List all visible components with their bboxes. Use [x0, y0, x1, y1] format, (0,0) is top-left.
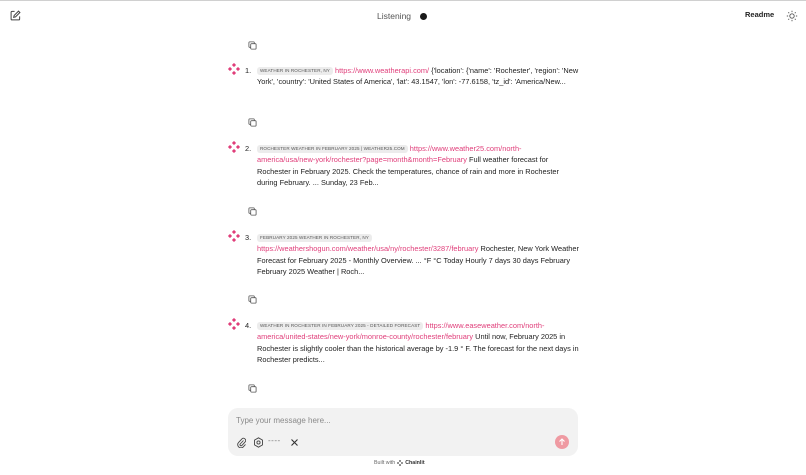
- snippet-text: Full weather forecast for Rochester in February 2025. Check the temperatures, chance of rain and more in Rochester during February. ... Sunday, 23 Feb...: [257, 155, 559, 187]
- listening-status: [377, 10, 427, 22]
- list-number: 1.: [245, 66, 252, 75]
- copy-icon[interactable]: [248, 114, 258, 124]
- copy-icon[interactable]: [248, 203, 258, 213]
- copy-icon[interactable]: [248, 291, 258, 301]
- list-number: 3.: [245, 233, 252, 242]
- built-with-label: Built with: [374, 460, 396, 466]
- chainlit-avatar-icon: [228, 62, 240, 74]
- source-link[interactable]: https://www.weather25.com/north-america/usa/new-york/rochester?page=month&month=February: [257, 144, 522, 165]
- message-composer: [228, 408, 578, 456]
- snippet-text: {'location': {'name': 'Rochester', 'region': 'New York', 'country': 'United States of America', 'lat': 43.1547, 'lon': -77.6158, 'tz_id': 'America/New...: [257, 66, 579, 87]
- chainlit-avatar-icon: [228, 229, 240, 241]
- snippet-text: Rochester, New York Weather Forecast for February 2025 - Monthly Overview. ... °F °C Today Hourly 7 days 30 days February February 2025 Weather | Roch...: [257, 244, 579, 276]
- chainlit-avatar-icon: [228, 317, 240, 329]
- chainlit-brand[interactable]: Chainlit: [405, 460, 425, 466]
- source-badge: ROCHESTER WEATHER IN FEBRUARY 2025 | WEATHER25.COM: [257, 145, 408, 153]
- source-badge: WEATHER IN ROCHESTER, NY: [257, 67, 333, 75]
- status-label: Listening: [377, 11, 412, 21]
- source-badge: WEATHER IN ROCHESTER IN FEBRUARY 2025 - DETAILED FORECAST: [257, 322, 423, 330]
- new-chat-icon[interactable]: [8, 8, 22, 22]
- copy-icon[interactable]: [248, 380, 258, 390]
- footer: [374, 460, 425, 466]
- paperclip-icon[interactable]: [237, 437, 246, 448]
- source-link[interactable]: https://www.easeweather.com/north-america/united-states/new-york/monroe-county/rochester/february: [257, 321, 545, 342]
- list-number: 2.: [245, 144, 252, 153]
- message-input[interactable]: Type your message here...: [236, 416, 331, 425]
- source-link[interactable]: https://www.weatherapi.com/: [335, 66, 430, 75]
- header: [0, 0, 806, 30]
- recording-dot-icon: [420, 13, 427, 20]
- list-number: 4.: [245, 321, 252, 330]
- chainlit-avatar-icon: [228, 140, 240, 152]
- sun-icon[interactable]: [786, 9, 798, 21]
- source-link[interactable]: https://weathershogun.com/weather/usa/ny/rochester/3287/february: [257, 244, 479, 254]
- mode-indicator: ----: [268, 436, 281, 445]
- close-icon[interactable]: [290, 437, 299, 448]
- snippet-text: Until now, February 2025 in Rochester is slightly cooler than the historical average by -1.9 ° F. The forecast for the next days in Rochester predicts...: [257, 332, 579, 364]
- settings-icon[interactable]: [253, 437, 264, 448]
- copy-icon[interactable]: [248, 37, 258, 47]
- chainlit-logo-icon: [397, 460, 403, 466]
- source-badge: FEBRUARY 2025 WEATHER IN ROCHESTER, NY: [257, 234, 372, 242]
- send-button[interactable]: [555, 435, 569, 449]
- readme-button[interactable]: Readme: [745, 10, 775, 19]
